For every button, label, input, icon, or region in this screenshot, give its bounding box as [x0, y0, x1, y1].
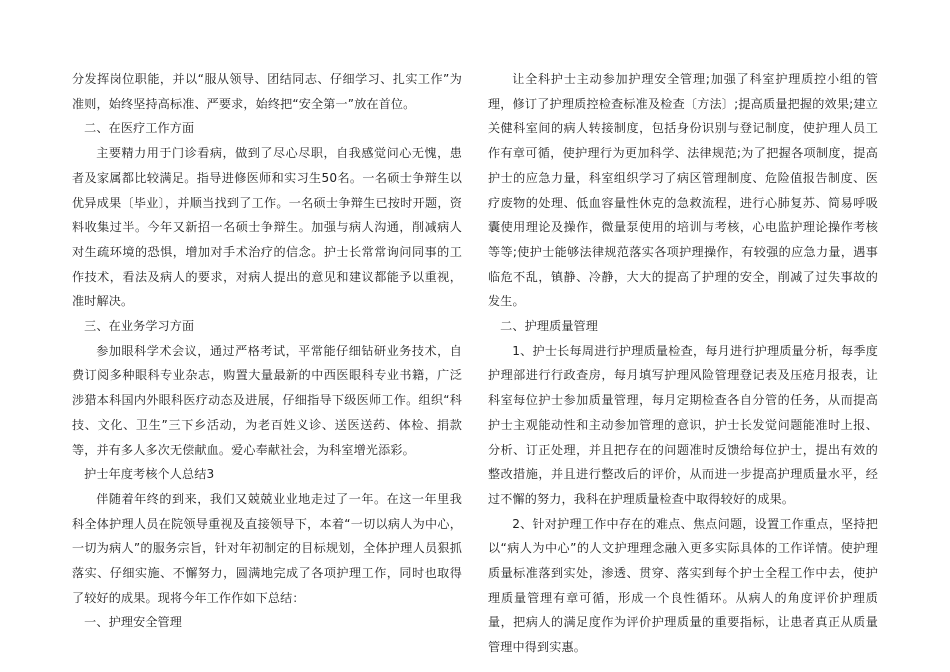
section-heading-safety: 一、护理安全管理 — [84, 615, 183, 630]
section-heading-study: 三、在业务学习方面 — [84, 319, 195, 334]
section-heading-quality: 二、护理质量管理 — [500, 319, 599, 334]
paragraph-medical-work: 主要精力用于门诊看病，做到了尽心尽职，自我感觉问心无愧，患者及家属都比较满足。指导进修医师和实习生50名。一名硕士争辩生以优异成果〔毕业〕，并顺当找到了工作。一名硕士争辩生已按时开题，资料收集过半。今年又新招一名硕士争辩生。加强与病人沟通，削减病人对生疏环境的恐惧，增加对手术治疗的信念。护士长常常询问同事的工作技术，看法及病人的要求，对病人提出的意见和建议都能予以重视，准时解决。 — [72, 146, 462, 309]
document-title-summary-3: 护士年度考核个人总结3 — [84, 467, 215, 482]
paragraph-quality-2: 2、针对护理工作中存在的难点、焦点问题，设置工作重点，坚持把以“病人为中心”的人文护理理念融入更多实际具体的工作详情。使护理质量标准落到实处，渗透、贯穿、落实到每个护士全程工作中去，使护理质量管理有章可循，形成一个良性循环。从病人的角度评价护理质量，把病人的满足度作为评价护理质量的重要指标，让患者真正从质量管理中得到实惠。 — [488, 516, 878, 655]
right-column — [488, 67, 878, 660]
paragraph-continuation: 分发挥岗位职能，并以“服从领导、团结同志、仔细学习、扎实工作”为准则，始终坚持高标准、严要求，始终把“安全第一”放在首位。 — [72, 72, 462, 111]
paragraph-intro: 伴随着年终的到来，我们又兢兢业业地走过了一年。在这一年里我科全体护理人员在院领导重视及直接领导下，本着“一切以病人为中心，一切为病人”的服务宗旨，针对年初制定的目标规划，全体护理人员狠抓落实、仔细实施、不懈努力，圆满地完成了各项护理工作，同时也取得了较好的成果。现将今年工作作如下总结： — [72, 491, 462, 605]
section-heading-medical-work: 二、在医疗工作方面 — [84, 121, 195, 136]
paragraph-study: 参加眼科学术会议，通过严格考试，平常能仔细钻研业务技术，自费订阅多种眼科专业杂志，购置大量最新的中西医眼科专业书籍，广泛涉猎本科国内外眼科医疗动态及进展，仔细指导下级医师工作。组织“科技、文化、卫生”三下乡活动，为老百姓义诊、送医送药、体检、捐款等，并有多人多次无偿献血。爱心奉献社会，为科室增光添彩。 — [72, 343, 462, 457]
paragraph-safety: 让全科护士主动参加护理安全管理;加强了科室护理质控小组的管理，修订了护理质控检查标准及检查〔方法〕;提高质量把握的效果;建立关健科室间的病人转接制度，包括身份识别与登记制度，使护理人员工作有章可循，使护理行为更加科学、法律规范;为了把握各项制度，提高护士的应急力量，科室组织学习了病区管理制度、危险值报告制度、医疗废物的处理、低血容量性休克的急救流程，进行心肺复苏、简易呼吸囊使用理论及操作，微量泵使用的培训与考核，心电监护理论操作考核等等;使护士能够法律规范落实各项护理操作，有较强的应急力量，遇事临危不乱，镇静、冷静，大大的提高了护理的安全，削减了过失事故的发生。 — [488, 72, 878, 309]
paragraph-quality-1: 1、护士长每周进行护理质量检查，每月进行护理质量分析，每季度护理部进行行政查房，每月填写护理风险管理登记表及压疮月报表，让科室每位护士参加质量管理，每月定期检查各自分管的任务，从而提高护士主观能动性和主动参加管理的意识，护士长发觉问题能准时上报、分析、订正处理，并且把存在的问题准时反馈给每位护士，提出有效的整改措施，并且进行整改后的评价，从而进一步提高护理质量水平，经过不懈的努力，我科在护理质量检查中取得较好的成果。 — [488, 343, 878, 506]
left-column — [72, 67, 462, 635]
